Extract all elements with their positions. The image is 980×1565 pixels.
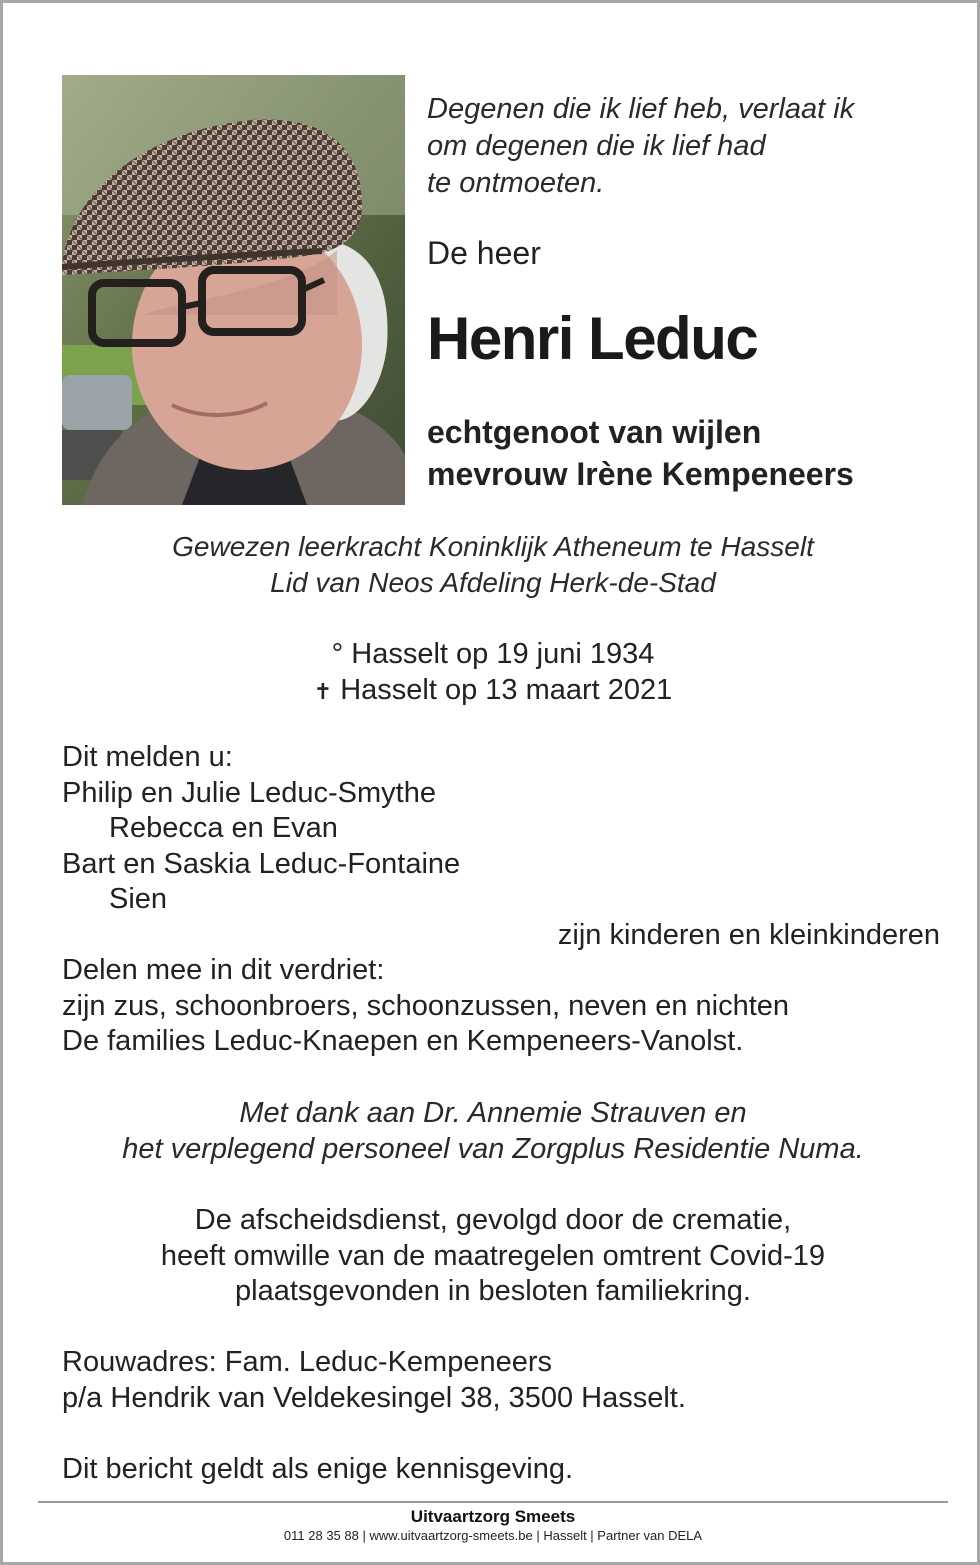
role-line: Gewezen leerkracht Koninklijk Atheneum te Hasselt bbox=[172, 531, 814, 562]
death-date: Hasselt op 13 maart 2021 bbox=[340, 674, 673, 706]
roles bbox=[3, 529, 980, 601]
mourning-address bbox=[62, 1344, 686, 1416]
quote bbox=[427, 91, 947, 202]
thanks-line: het verplegend personeel van Zorgplus Residentie Numa. bbox=[122, 1133, 864, 1165]
share-line: De families Leduc-Knaepen en Kempeneers-Vanolst. bbox=[62, 1025, 744, 1057]
notice: Dit bericht geldt als enige kennisgeving. bbox=[62, 1453, 574, 1485]
relation-line: zijn kinderen en kleinkinderen bbox=[557, 918, 940, 951]
thanks-line: Met dank aan Dr. Annemie Strauven en bbox=[239, 1097, 747, 1129]
service-line: heeft omwille van de maatregelen omtrent Covid-19 bbox=[160, 1239, 826, 1272]
spouse-line: echtgenoot van wijlen bbox=[427, 414, 762, 450]
announce-intro: Dit melden u: bbox=[62, 741, 233, 773]
share-intro: Delen mee in dit verdriet: bbox=[62, 954, 385, 986]
address-line: Rouwadres: Fam. Leduc-Kempeneers bbox=[62, 1346, 553, 1378]
service-line: De afscheidsdienst, gevolgd door de crematie, bbox=[194, 1204, 792, 1236]
birth-date: ° Hasselt op 19 juni 1934 bbox=[331, 638, 655, 670]
quote-line: om degenen die ik lief had bbox=[427, 130, 766, 162]
spouse-line: mevrouw Irène Kempeneers bbox=[427, 456, 854, 492]
service-info bbox=[3, 1203, 980, 1310]
funeral-company-info: 011 28 35 88 | www.uitvaartzorg-smeets.be | Hasselt | Partner van DELA bbox=[283, 1528, 703, 1543]
service-line: plaatsgevonden in besloten familiekring. bbox=[235, 1275, 751, 1307]
footer-divider bbox=[38, 1501, 948, 1503]
life-dates bbox=[3, 636, 980, 710]
spouse-info bbox=[427, 411, 967, 495]
address-line: p/a Hendrik van Veldekesingel 38, 3500 Hasselt. bbox=[62, 1382, 686, 1414]
cross-icon: ✝ bbox=[313, 679, 333, 704]
portrait-illustration bbox=[62, 75, 405, 505]
death-date-line bbox=[3, 672, 980, 710]
honorific: De heer bbox=[427, 235, 541, 271]
grandchildren-line: Rebecca en Evan bbox=[109, 812, 338, 844]
role-line: Lid van Neos Afdeling Herk-de-Stad bbox=[270, 567, 716, 598]
thanks bbox=[3, 1095, 980, 1167]
announcement bbox=[62, 740, 942, 1060]
funeral-company: Uitvaartzorg Smeets bbox=[410, 1507, 576, 1526]
grandchildren-line: Sien bbox=[109, 883, 168, 915]
family-line: Philip en Julie Leduc-Smythe bbox=[62, 776, 436, 809]
quote-line: te ontmoeten. bbox=[427, 167, 605, 199]
quote-line: Degenen die ik lief heb, verlaat ik bbox=[427, 93, 855, 125]
family-line: Bart en Saskia Leduc-Fontaine bbox=[62, 847, 461, 880]
share-line: zijn zus, schoonbroers, schoonzussen, neven en nichten bbox=[62, 989, 790, 1022]
portrait-photo bbox=[62, 75, 405, 505]
deceased-name: Henri Leduc bbox=[427, 305, 758, 372]
